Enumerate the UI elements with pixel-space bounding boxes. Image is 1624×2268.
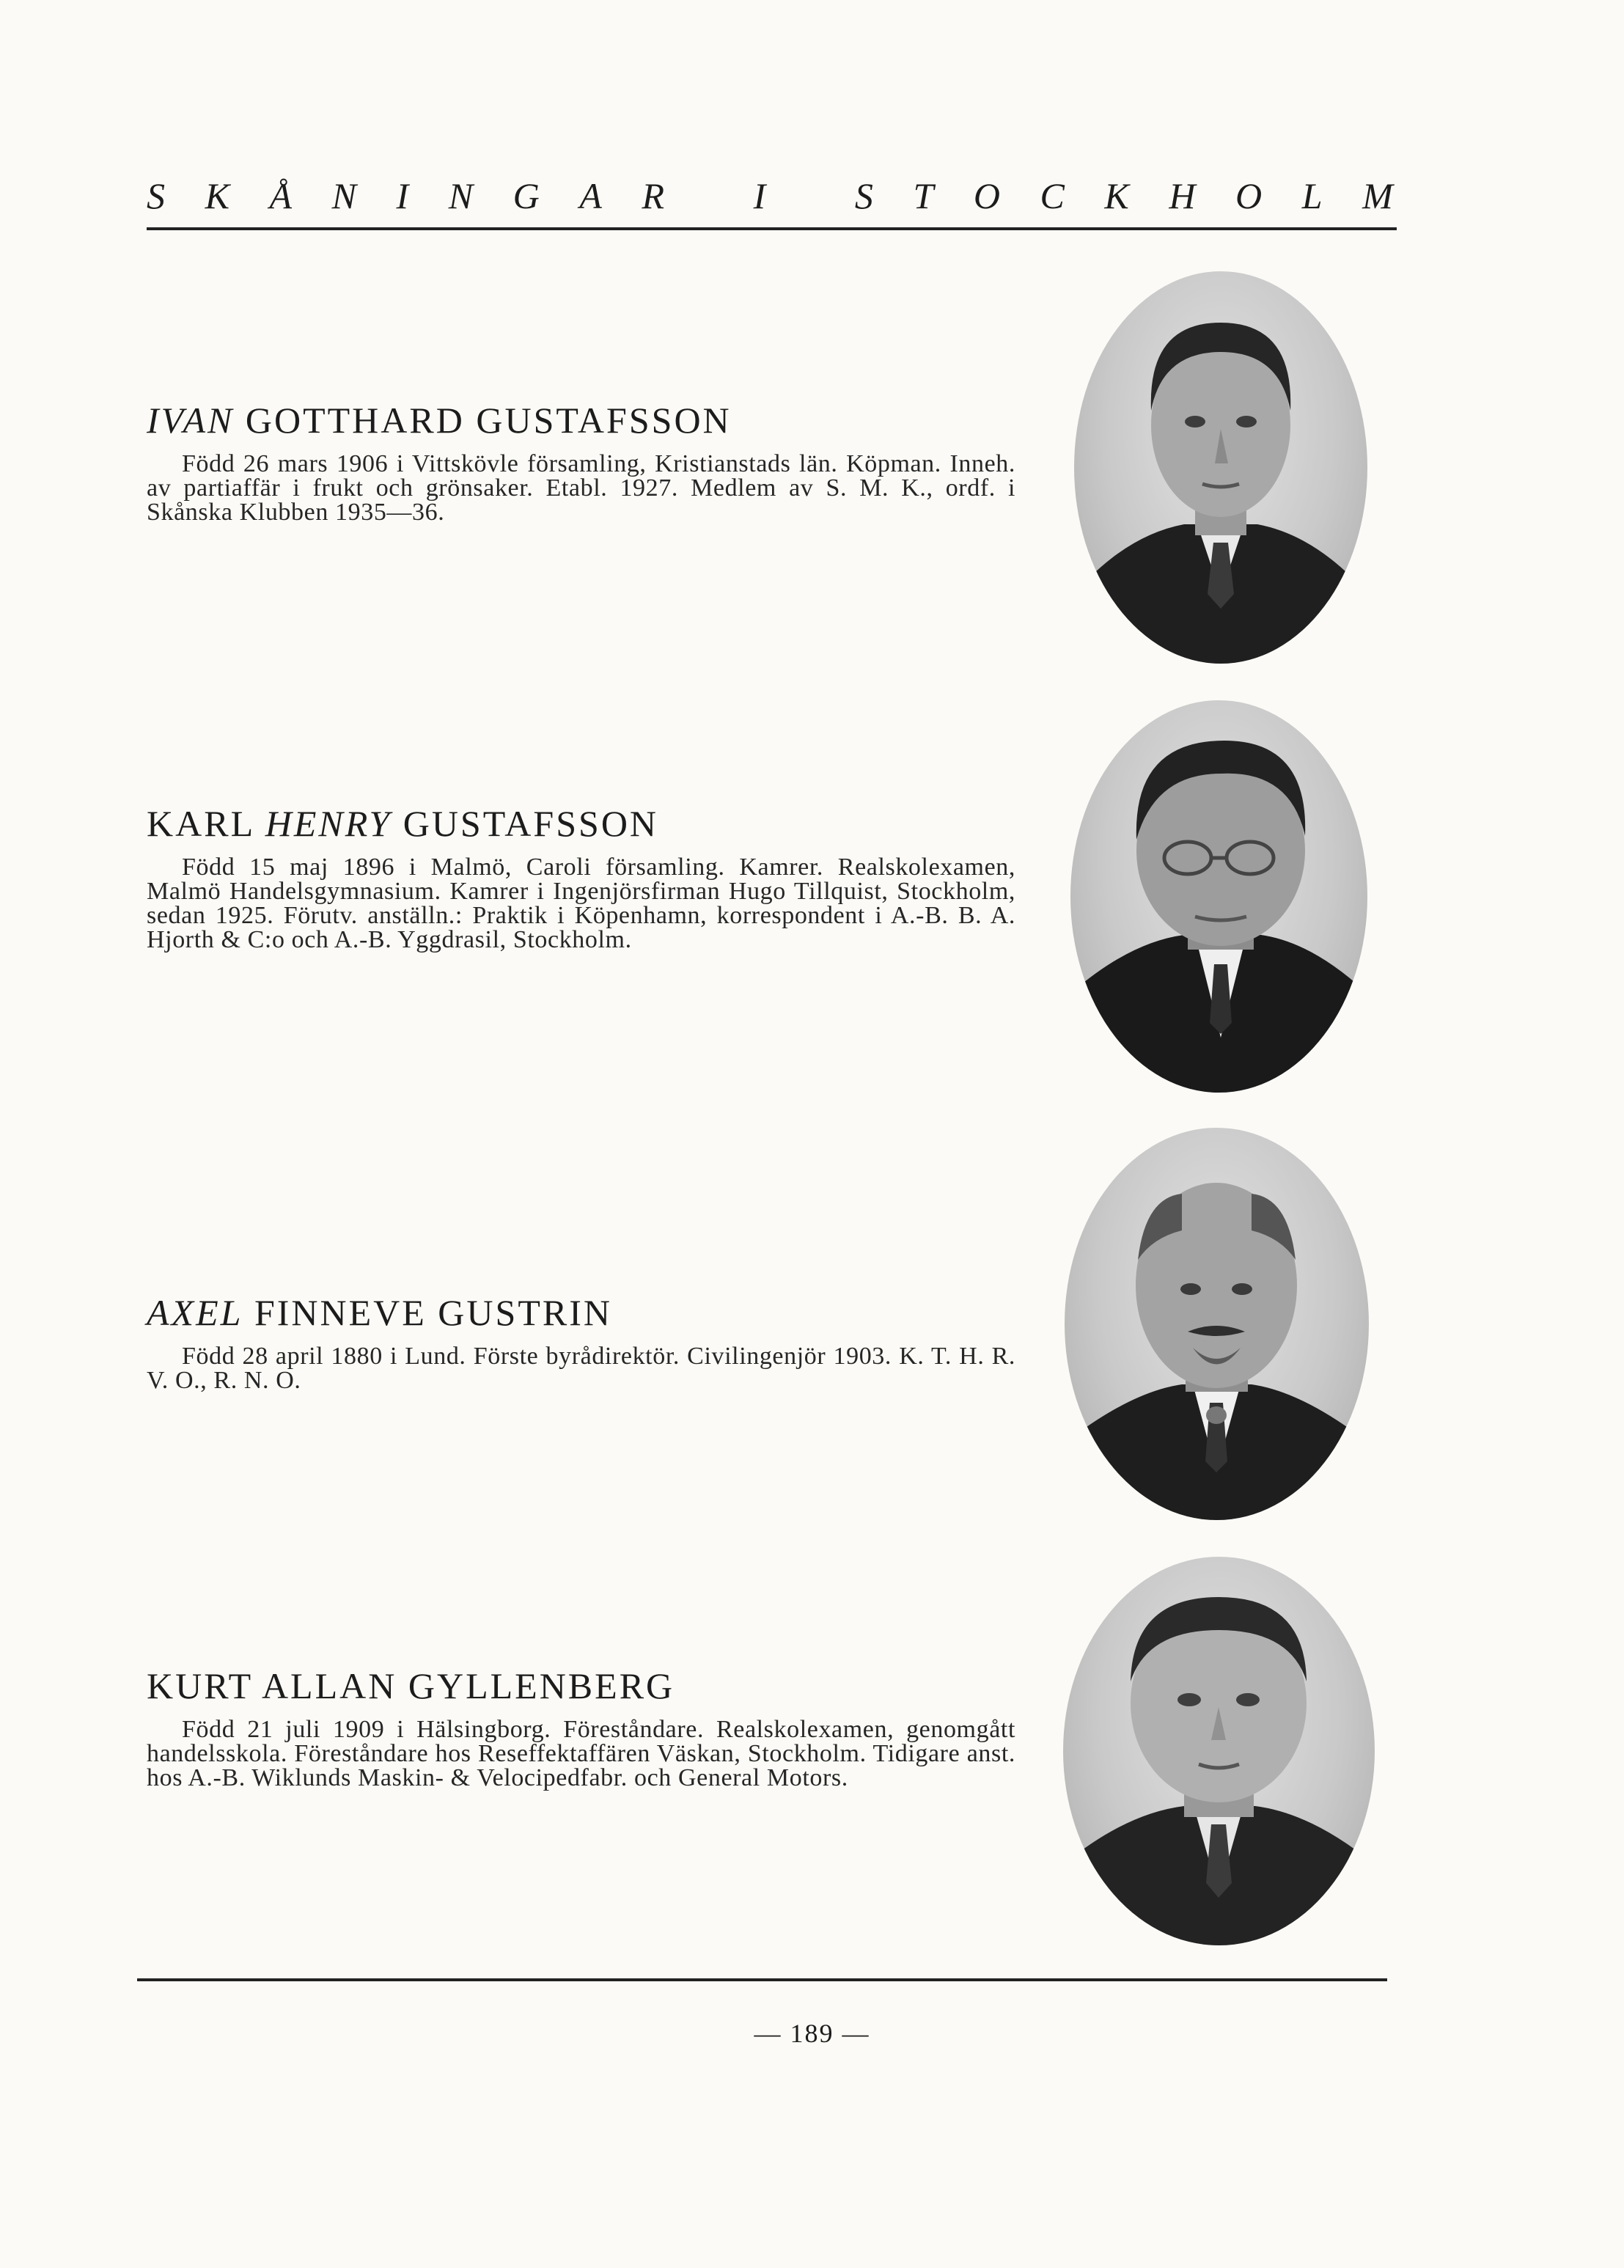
name-rest: GOTTHARD GUSTAFSSON bbox=[234, 400, 732, 441]
name-prefix: KARL bbox=[147, 803, 265, 844]
biography-text: Född 26 mars 1906 i Vittskövle församling, Kristianstads län. Köpman. Inneh. av partiaffär i frukt och grönsaker. Etabl. 1927. Medlem av S. M. K., ordf. i Skånska Klubben 1935—36. bbox=[147, 450, 1015, 526]
running-head bbox=[147, 175, 1393, 217]
running-head-gap bbox=[705, 175, 714, 217]
running-head-letter: I bbox=[396, 175, 409, 216]
biography-entry bbox=[147, 1294, 1015, 1392]
portrait-figure bbox=[1074, 271, 1367, 664]
running-head-letter: S bbox=[854, 175, 873, 216]
running-head-gap bbox=[806, 175, 815, 217]
running-head-letter: K bbox=[205, 175, 229, 216]
given-name: AXEL bbox=[147, 1292, 243, 1333]
name-rest: FINNEVE GUSTRIN bbox=[243, 1292, 612, 1333]
running-head-letter: A bbox=[579, 175, 602, 216]
running-head-letter: O bbox=[973, 175, 1000, 216]
footer-rule bbox=[137, 1978, 1387, 1981]
portrait-photo bbox=[1074, 271, 1367, 664]
portrait-photo bbox=[1070, 700, 1367, 1093]
given-name: HENRY bbox=[265, 803, 392, 844]
running-head-letter: H bbox=[1169, 175, 1196, 216]
person-name bbox=[147, 805, 1015, 842]
portrait-figure bbox=[1065, 1128, 1369, 1520]
running-head-letter: Å bbox=[269, 175, 293, 216]
portrait-photo bbox=[1063, 1557, 1375, 1945]
running-head-letter: I bbox=[753, 175, 766, 216]
running-head-letter: R bbox=[642, 175, 664, 216]
biography-text: Född 21 juli 1909 i Hälsingborg. Föreståndare. Realskolexamen, genomgått handelsskola. Föreståndare hos Reseffektaffären Väskan, Stockholm. Tidigare anst. hos A.-B. Wiklunds Maskin- & Velocipedfabr. och General Motors. bbox=[147, 1716, 1015, 1791]
running-head-letter: G bbox=[512, 175, 540, 216]
biography-text: Född 28 april 1880 i Lund. Förste byrådirektör. Civilingenjör 1903. K. T. H. R. V. O., R. N. O. bbox=[147, 1343, 1015, 1394]
running-head-letter: O bbox=[1235, 175, 1263, 216]
portrait-figure bbox=[1070, 700, 1367, 1093]
biography-entry bbox=[147, 402, 1015, 524]
given-name: IVAN bbox=[147, 400, 235, 441]
person-name bbox=[147, 1294, 1015, 1331]
running-head-letter: T bbox=[913, 175, 934, 216]
person-name bbox=[147, 400, 1015, 441]
portrait-photo bbox=[1065, 1128, 1369, 1520]
running-head-letter: S bbox=[147, 175, 165, 216]
header-rule bbox=[147, 227, 1397, 230]
name-rest: GUSTAFSSON bbox=[392, 803, 659, 844]
running-head-letter: M bbox=[1362, 175, 1393, 216]
biography-entry bbox=[147, 805, 1015, 952]
biography-entry bbox=[147, 1667, 1015, 1790]
page-number: — 189 — bbox=[754, 2019, 870, 2048]
running-head-letter: L bbox=[1301, 175, 1323, 216]
running-head-letter: N bbox=[448, 175, 474, 216]
running-head-letter: K bbox=[1104, 175, 1129, 216]
running-head-letter: C bbox=[1040, 175, 1065, 216]
biography-text: Född 15 maj 1896 i Malmö, Caroli församling. Kamrer. Realskolexamen, Malmö Handelsgymnasium. Kamrer i Ingenjörsfirman Hugo Tillquist, Stockholm, sedan 1925. Förutv. anställn.: Praktik i Köpenhamn, korrespondent i A.-B. B. A. Hjorth & C:o och A.-B. Yggdrasil, Stockholm. bbox=[147, 854, 1015, 953]
person-name: KURT ALLAN GYLLENBERG bbox=[147, 1665, 675, 1706]
portrait-figure bbox=[1063, 1557, 1375, 1945]
running-head-letter: N bbox=[331, 175, 356, 216]
